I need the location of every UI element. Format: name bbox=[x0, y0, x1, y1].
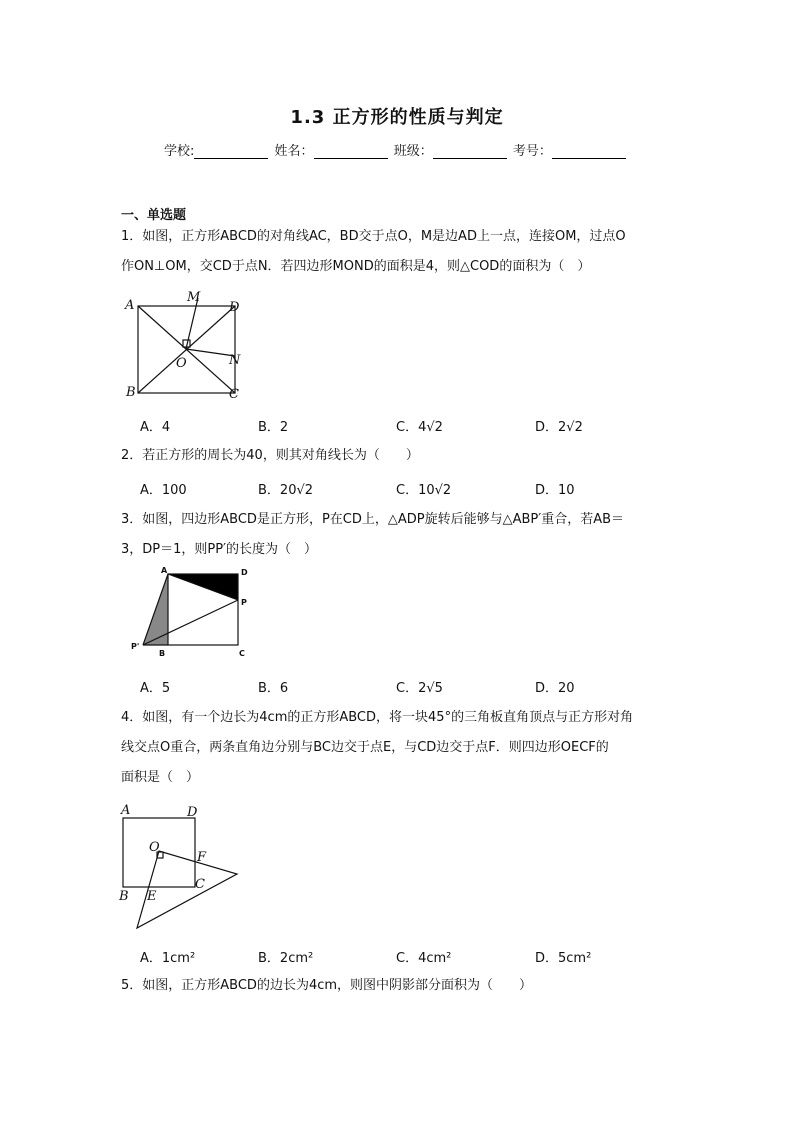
name-label: 姓名： bbox=[274, 144, 314, 159]
name-blank[interactable] bbox=[314, 145, 388, 159]
q3-option-c[interactable]: C．2√5 bbox=[396, 681, 443, 696]
q3-option-b[interactable]: B．6 bbox=[258, 681, 289, 696]
exam-no-blank[interactable] bbox=[552, 145, 626, 159]
q1-option-a[interactable]: A．4 bbox=[140, 420, 171, 435]
label-d: D bbox=[229, 300, 240, 315]
q1-option-d[interactable]: D．2√2 bbox=[535, 420, 583, 435]
label-o: O bbox=[149, 840, 160, 855]
class-blank[interactable] bbox=[433, 145, 507, 159]
question-1-figure bbox=[120, 288, 260, 406]
class-label: 班级： bbox=[393, 144, 433, 159]
q4-option-a[interactable]: A．1cm² bbox=[140, 951, 196, 966]
q2-option-c[interactable]: C．10√2 bbox=[396, 483, 452, 498]
question-4-line1: 4．如图，有一个边长为4cm的正方形ABCD，将一块45°的三角板直角顶点与正方形对角 bbox=[121, 710, 634, 725]
label-b: B bbox=[159, 649, 166, 658]
school-blank[interactable] bbox=[194, 145, 268, 159]
question-3-line1: 3．如图，四边形ABCD是正方形，P在CD上，△ADP旋转后能够与△ABP′重合，若AB＝ bbox=[121, 512, 625, 527]
q4-option-d[interactable]: D．5cm² bbox=[535, 951, 592, 966]
label-b: B bbox=[119, 889, 129, 904]
q2-option-a[interactable]: A．100 bbox=[140, 483, 187, 498]
label-a: A bbox=[121, 803, 131, 818]
question-3-figure bbox=[128, 563, 258, 661]
label-p: P bbox=[241, 598, 247, 607]
question-1-line2: 作ON⊥OM，交CD于点N．若四边形MOND的面积是4，则△COD的面积为（ ） bbox=[121, 259, 591, 274]
section-heading: 一、单选题 bbox=[121, 208, 187, 223]
exam-no-label: 考号： bbox=[512, 144, 552, 159]
question-4-line3: 面积是（ ） bbox=[121, 770, 200, 785]
q1-option-c[interactable]: C．4√2 bbox=[396, 420, 443, 435]
label-b: B bbox=[126, 385, 136, 400]
label-c: C bbox=[239, 649, 245, 658]
label-a: A bbox=[161, 566, 168, 575]
question-4-figure bbox=[115, 800, 245, 932]
q2-option-b[interactable]: B．20√2 bbox=[258, 483, 314, 498]
label-a: A bbox=[125, 298, 135, 313]
label-c: C bbox=[195, 877, 205, 892]
school-label: 学校: bbox=[164, 144, 195, 159]
q4-option-b[interactable]: B．2cm² bbox=[258, 951, 314, 966]
question-2-line1: 2．若正方形的周长为40，则其对角线长为（ ） bbox=[121, 448, 419, 463]
question-4-line2: 线交点O重合，两条直角边分别与BC边交于点E，与CD边交于点F．则四边形OECF的 bbox=[121, 740, 609, 755]
question-1-line1: 1．如图，正方形ABCD的对角线AC，BD交于点O，M是边AD上一点，连接OM，过点O bbox=[121, 229, 626, 244]
q1-option-b[interactable]: B．2 bbox=[258, 420, 289, 435]
label-m: M bbox=[187, 290, 201, 305]
label-o: O bbox=[176, 356, 187, 371]
page-title: 1.3 正方形的性质与判定 bbox=[290, 107, 504, 128]
q3-option-d[interactable]: D．20 bbox=[535, 681, 575, 696]
label-d: D bbox=[187, 805, 198, 820]
label-e: E bbox=[147, 889, 157, 904]
question-3-line2: 3，DP＝1，则PP′的长度为（ ） bbox=[121, 542, 318, 557]
label-p-prime: P' bbox=[131, 642, 140, 651]
label-d: D bbox=[241, 568, 248, 577]
label-f: F bbox=[197, 850, 207, 865]
q4-option-c[interactable]: C．4cm² bbox=[396, 951, 452, 966]
student-info-line bbox=[164, 140, 628, 159]
label-n: N bbox=[229, 353, 241, 368]
q3-option-a[interactable]: A．5 bbox=[140, 681, 171, 696]
q2-option-d[interactable]: D．10 bbox=[535, 483, 575, 498]
question-5-line1: 5．如图，正方形ABCD的边长为4cm，则图中阴影部分面积为（ ） bbox=[121, 978, 533, 993]
label-c: C bbox=[229, 387, 239, 402]
